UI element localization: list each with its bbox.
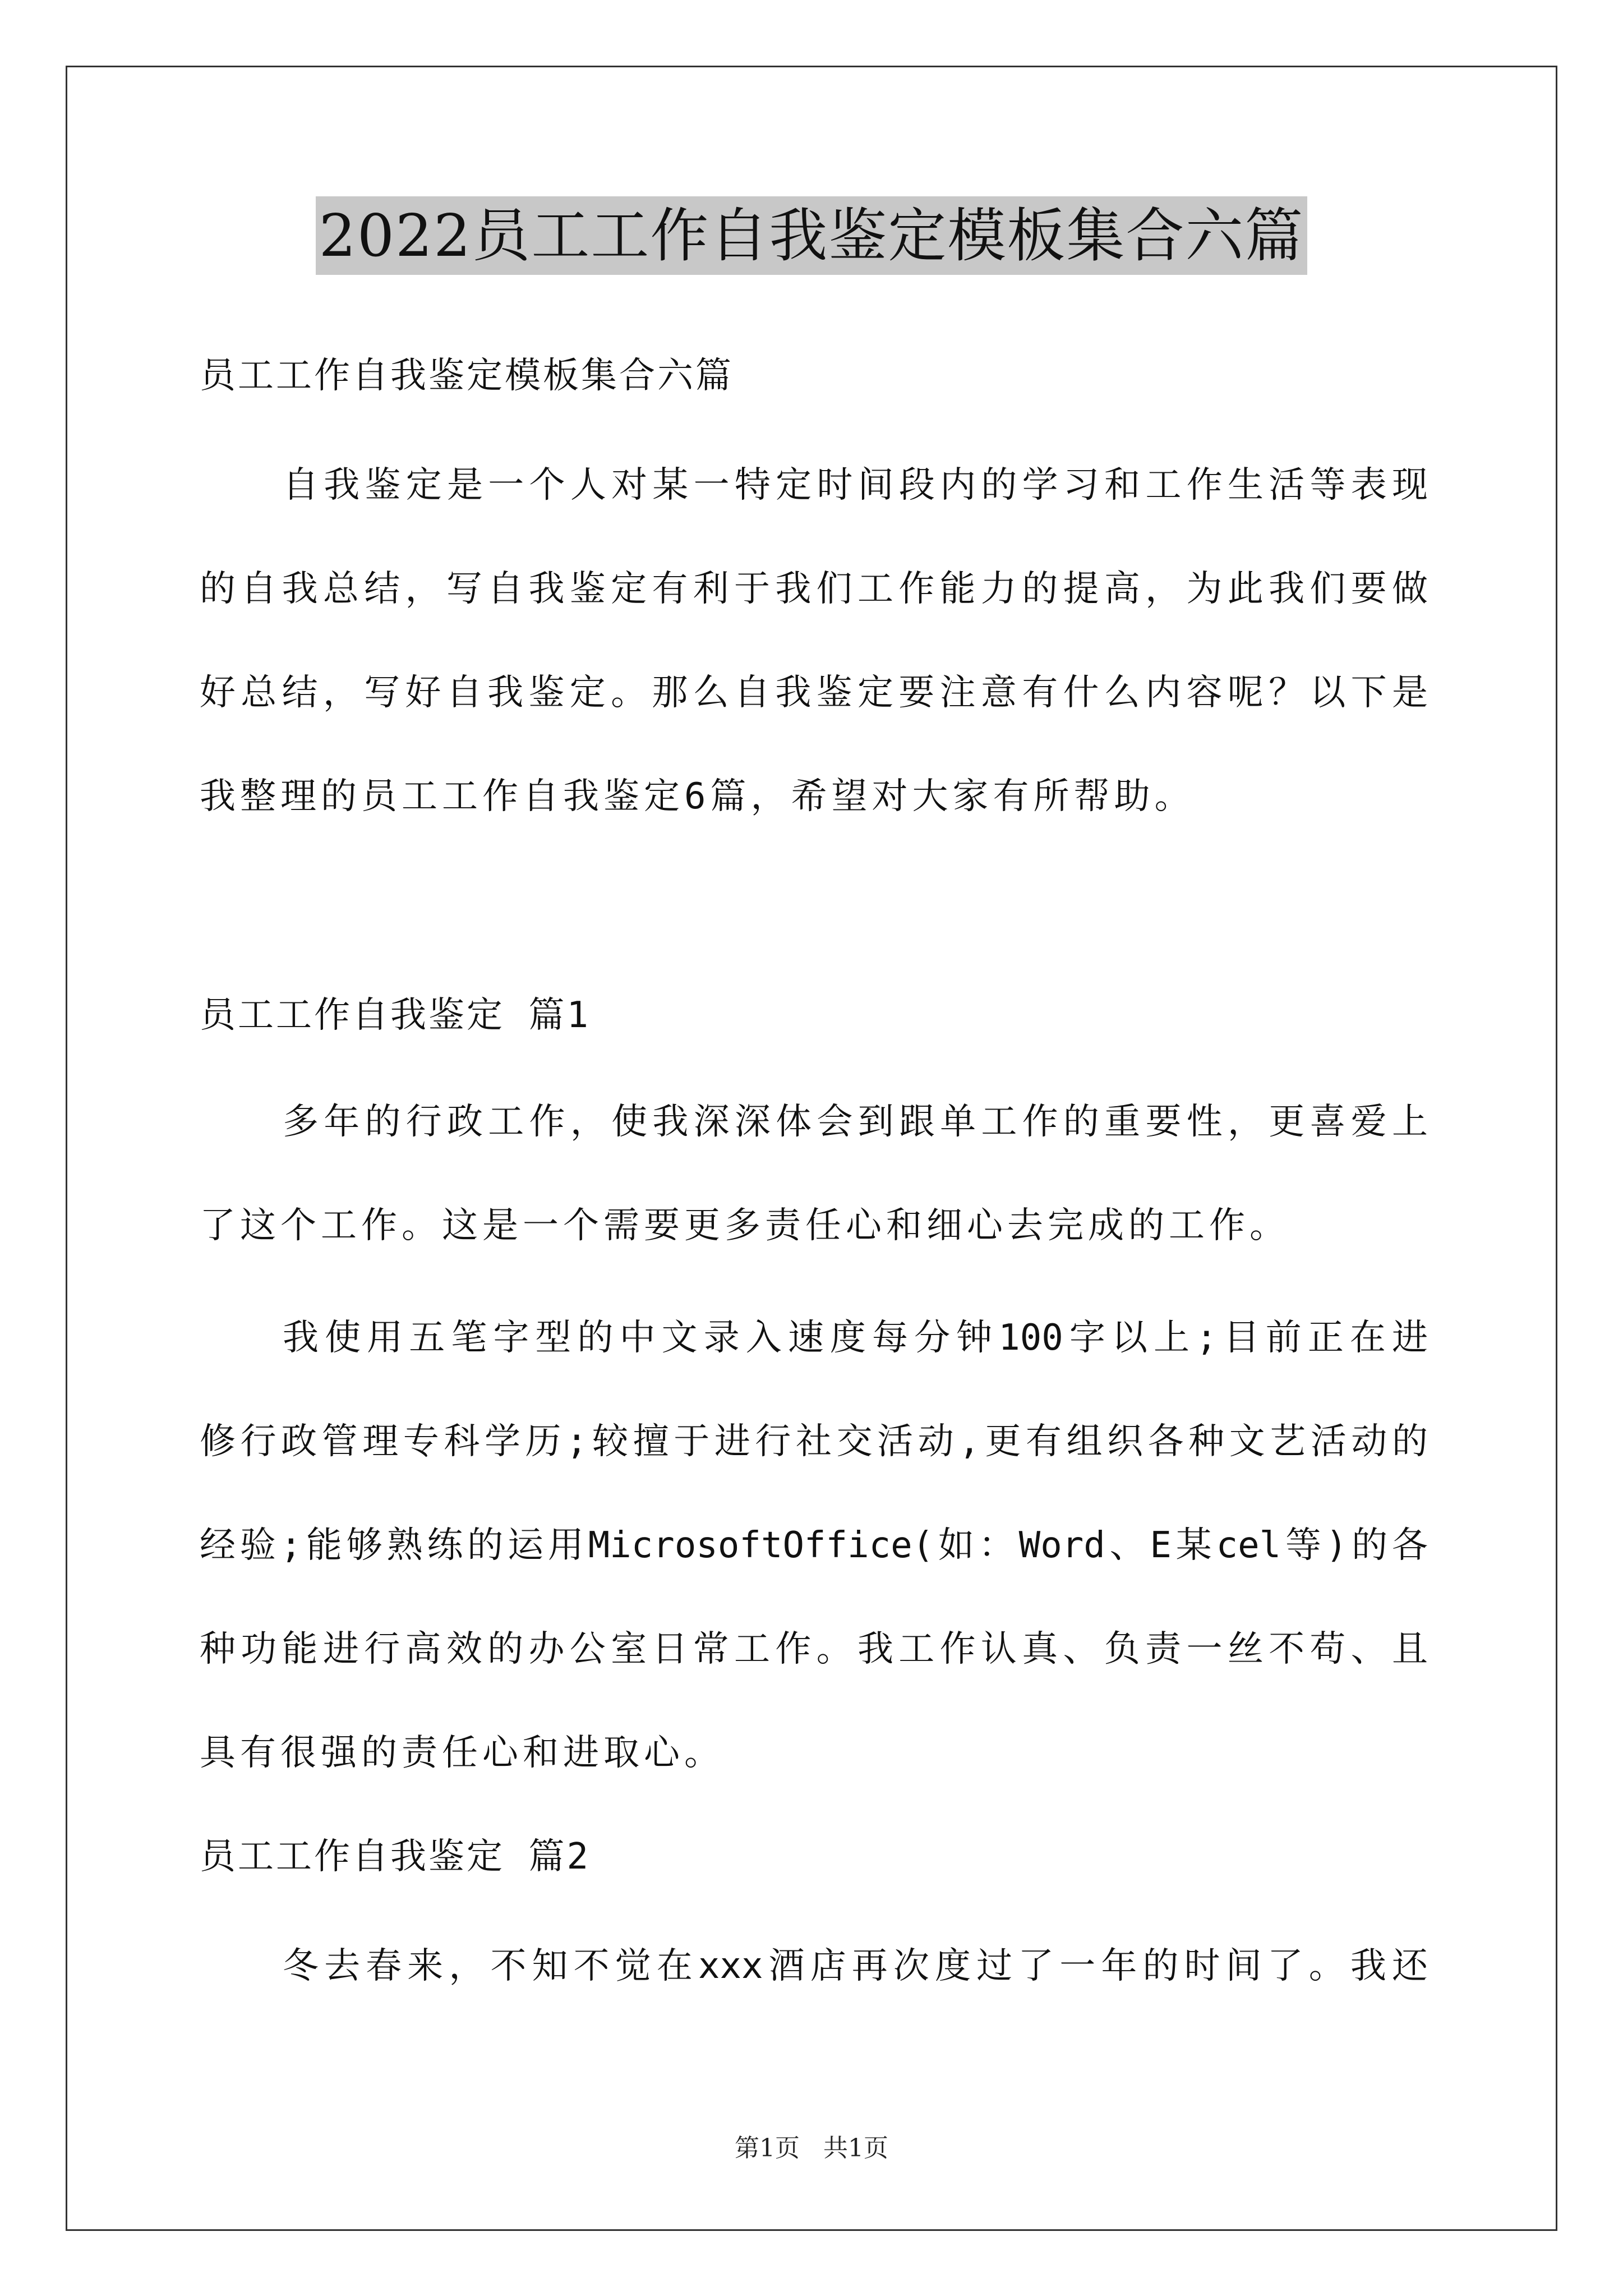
page-footer: 第1页 共1页 <box>735 2134 888 2162</box>
paragraph-line: 多年的行政工作，使我深深体会到跟单工作的重要性，更喜爱上 <box>283 1101 1428 1143</box>
paragraph-line: 的自我总结，写自我鉴定有利于我们工作能力的提高，为此我们要做 <box>200 568 1428 610</box>
paragraph-line: 修行政管理专科学历;较擅于进行社交活动,更有组织各种文艺活动的 <box>200 1421 1428 1462</box>
paragraph-line: 具有很强的责任心和进取心。 <box>200 1732 725 1774</box>
paragraph-line: 冬去春来，不知不觉在xxx酒店再次度过了一年的时间了。我还 <box>283 1945 1428 1987</box>
title-container <box>0 196 1623 275</box>
paragraph-line: 我整理的员工工作自我鉴定6篇，希望对大家有所帮助。 <box>200 776 1195 817</box>
paragraph-line: 了这个工作。这是一个需要更多责任心和细心去完成的工作。 <box>200 1205 1290 1246</box>
paragraph-line: 自我鉴定是一个人对某一特定时间段内的学习和工作生活等表现 <box>283 464 1428 506</box>
section-heading-2: 员工工作自我鉴定 篇2 <box>200 1836 591 1878</box>
paragraph-line: 经验;能够熟练的运用MicrosoftOffice(如：Word、E某cel等)的各 <box>200 1525 1428 1566</box>
paragraph-line: 我使用五笔字型的中文录入速度每分钟100字以上;目前正在进 <box>283 1317 1428 1359</box>
section-heading-1: 员工工作自我鉴定 篇1 <box>200 995 591 1036</box>
paragraph-line: 好总结，写好自我鉴定。那么自我鉴定要注意有什么内容呢？以下是 <box>200 672 1428 714</box>
intro-heading: 员工工作自我鉴定模板集合六篇 <box>200 355 734 397</box>
document-title: 2022员工工作自我鉴定模板集合六篇 <box>316 196 1308 275</box>
paragraph-line: 种功能进行高效的办公室日常工作。我工作认真、负责一丝不苟、且 <box>200 1628 1428 1670</box>
